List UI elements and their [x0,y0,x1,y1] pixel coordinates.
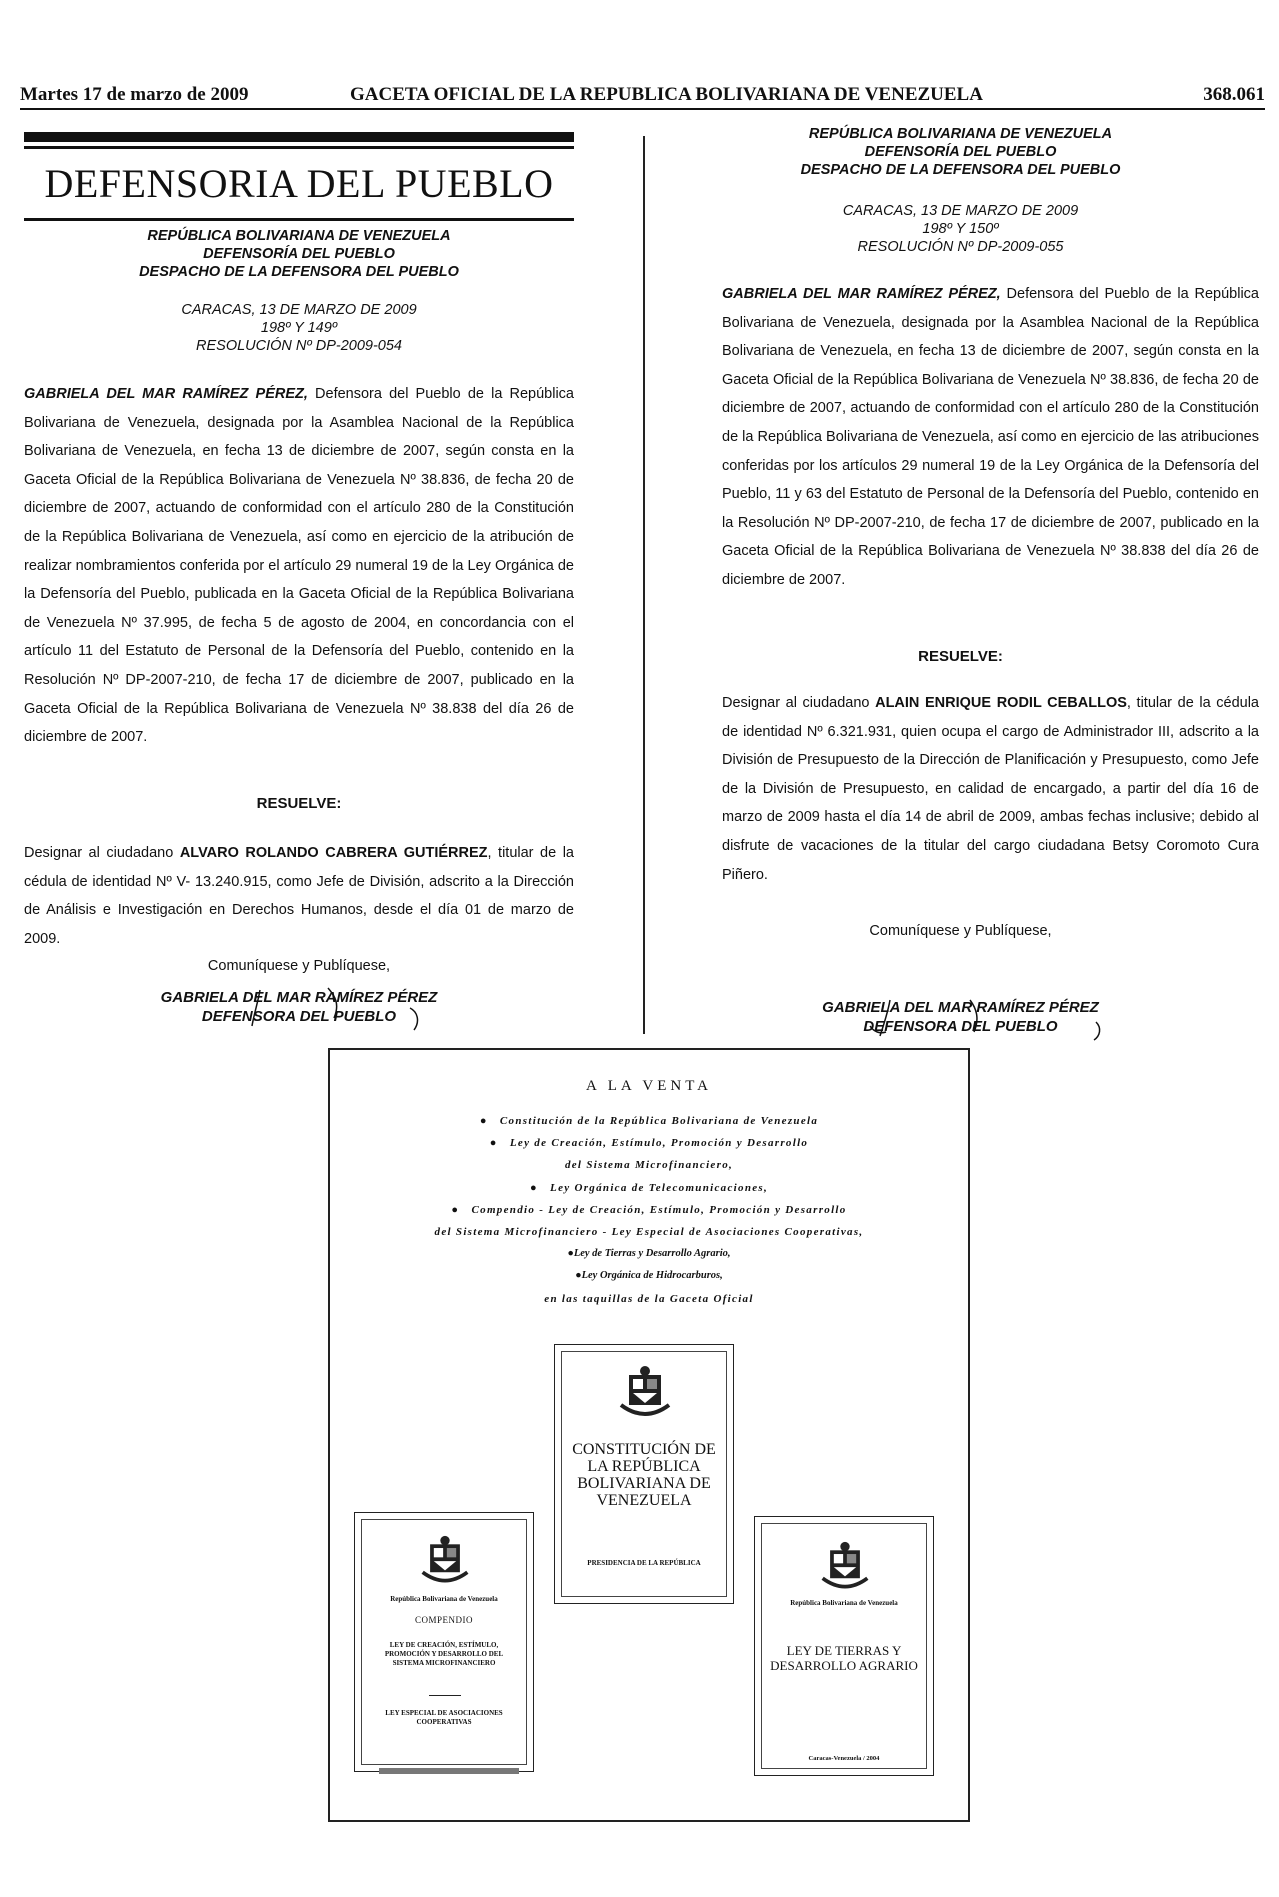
signatory-name: GABRIELA DEL MAR RAMÍREZ PÉREZ, [722,286,1001,302]
list-item: ●Ley de Tierras y Desarrollo Agrario, [567,1248,731,1260]
date-line: 198º Y 150º [922,221,999,237]
decree-intro: Designar al ciudadano [722,695,876,711]
coat-of-arms-icon [817,1541,873,1595]
right-resolution-date [662,202,1259,256]
right-handwritten-signature [850,992,1130,1042]
heading-line: DEFENSORÍA DEL PUEBLO [864,144,1057,160]
body-text: Defensora del Pueblo de la República Bolivariana de Venezuela, designada por la Asamblea Nacional de la República Bolivariana de Venezuela, en fecha 13 de diciembre de 2007, según consta en la Gaceta Oficial de la República Bolivariana de Venezuela Nº 38.836, de fecha 20 de diciembre de 2007, actuando de conformidad con el artículo 280 de la Constitución de la República Bolivariana de Venezuela, así como en ejercicio de la atribución de realizar nombramientos conferida por el artículo 29 numeral 19 de la Ley Orgánica de la Defensoría del Pueblo, publicada en la Gaceta Oficial de la República Bolivariana de Venezuela Nº 37.995, de fecha 5 de agosto de 2004, en concordancia con el artículo 11 del Estatuto de Personal de la Defensoría del Pueblo, contenido en la Resolución Nº DP-2007-210, de fecha 17 de diciembre de 2007, publicado en la Gaceta Oficial de la República Bolivariana de Venezuela Nº 38.838 del día 26 de diciembre de 2007. [24,386,574,746]
right-closing: Comuníquese y Publíquese, [869,923,1052,939]
date-line: 198º Y 149º [260,320,338,336]
bullet-icon: ● [575,1270,582,1282]
book-footer: Caracas-Venezuela / 2004 [808,1755,880,1762]
date-line: CARACAS, 13 DE MARZO DE 2009 [842,203,1079,219]
resolution-number: RESOLUCIÓN Nº DP-2009-054 [196,338,402,354]
right-resuelve: RESUELVE: [918,648,1003,665]
book-title: CONSTITUCIÓN DE LA REPÚBLICA BOLIVARIANA DE VENEZUELA [572,1441,716,1509]
heading-line: DEFENSORÍA DEL PUEBLO [203,246,395,262]
book-top-line: República Bolivariana de Venezuela [790,1599,898,1607]
heading-line: DESPACHO DE LA DEFENSORA DEL PUEBLO [139,264,459,280]
book-shadow [379,1768,519,1774]
book-law-2: LEY ESPECIAL DE ASOCIACIONES COOPERATIVAS [385,1709,503,1726]
decree-text: , titular de la cédula de identidad Nº 6.321.931, quien ocupa el cargo de Administrador III, adscrito a la División de Presupuesto de la Dirección de Planificación y Presupuesto, como Jefe de la División de Presupuesto, en calidad de encargado, a partir del día 16 de marzo de 2009 hasta el día 14 de abril de 2009, ambas fechas inclusive; debido al disfrute de vacaciones de la titular del cargo ciudadana Betsy Coromoto Cura Piñero. [722,695,1259,883]
left-closing: Comuníquese y Publíquese, [207,958,391,974]
coat-of-arms-icon [615,1365,675,1423]
heading-line: REPÚBLICA BOLIVARIANA DE VENEZUELA [147,228,451,244]
left-resolution-body [24,380,574,752]
book-cover-compendio [354,1512,534,1772]
list-item: del Sistema Microfinanciero - Ley Especial de Asociaciones Cooperativas, [434,1226,864,1239]
gazette-header [20,84,1265,108]
signature-title: DEFENSORA DEL PUEBLO [863,1018,1058,1035]
heading-line: DESPACHO DE LA DEFENSORA DEL PUEBLO [800,162,1121,178]
appointee-name: ALAIN ENRIQUE RODIL CEBALLOS [875,695,1127,711]
book-law-1: LEY DE CREACIÓN, ESTÍMULO, PROMOCIÓN Y DESARROLLO DEL SISTEMA MICROFINANCIERO [384,1641,504,1667]
book-divider [429,1695,461,1696]
section-thin-rule [24,146,574,149]
left-handwritten-signature [200,982,460,1032]
bullet-icon: ● [529,1181,538,1194]
list-item: ● Compendio - Ley de Creación, Estímulo, Promoción y Desarrollo [451,1203,847,1216]
header-date: Martes 17 de marzo de 2009 [20,84,249,105]
book-title: LEY DE TIERRAS Y DESARROLLO AGRARIO [770,1643,918,1673]
book-cover-constitucion [554,1344,734,1604]
header-rule [20,108,1265,110]
bullet-icon: ● [489,1137,498,1150]
list-item: del Sistema Microfinanciero, [564,1159,734,1172]
signature-title: DEFENSORA DEL PUEBLO [201,1008,397,1025]
left-resolution-heading [24,227,574,281]
list-item: en las taquillas de la Gaceta Oficial [544,1292,754,1305]
resolution-number: RESOLUCIÓN Nº DP-2009-055 [857,239,1064,255]
body-text: Defensora del Pueblo de la República Bolivariana de Venezuela, designada por la Asamblea Nacional de la República Bolivariana de Venezuela, en fecha 13 de diciembre de 2007, según consta en la Gaceta Oficial de la República Bolivariana de Venezuela Nº 38.836, de fecha 20 de diciembre de 2007, actuando de conformidad con el artículo 280 de la Constitución de la República Bolivariana de Venezuela, así como en ejercicio de las atribuciones conferidas por los artículos 29 numeral 19 de la Ley Orgánica de la Defensoría del Pueblo, 11 y 63 del Estatuto de Personal de la Defensoría del Pueblo, contenido en la Resolución Nº DP-2007-210, de fecha 17 de diciembre de 2007, publicado en la Gaceta Oficial de la República Bolivariana de Venezuela Nº 38.838 del día 26 de diciembre de 2007. [722,286,1259,588]
appointee-name: ALVARO ROLANDO CABRERA GUTIÉRREZ [179,845,488,861]
section-title-rule [24,218,574,221]
book-cover-tierras [754,1516,934,1776]
date-line: CARACAS, 13 DE MARZO DE 2009 [181,302,417,318]
left-resolution-date [24,301,574,355]
header-page-number: 368.061 [1203,84,1265,105]
for-sale-list [340,1110,958,1310]
signatory-name: GABRIELA DEL MAR RAMÍREZ PÉREZ, [24,386,308,402]
for-sale-title: A LA VENTA [585,1078,713,1094]
section-title: DEFENSORIA DEL PUEBLO [44,161,554,206]
book-top-line: República Bolivariana de Venezuela [390,1595,498,1603]
section-thick-rule [24,132,574,142]
signature-name: GABRIELA DEL MAR RAMÍREZ PÉREZ [822,999,1099,1016]
list-item: ● Ley Orgánica de Telecomunicaciones, [529,1181,769,1194]
heading-line: REPÚBLICA BOLIVARIANA DE VENEZUELA [808,126,1113,142]
book-footer: PRESIDENCIA DE LA REPÚBLICA [587,1559,701,1567]
left-resuelve: RESUELVE: [256,795,342,812]
list-item: ●Ley Orgánica de Hidrocarburos, [575,1270,723,1282]
bullet-icon: ● [479,1115,488,1127]
right-resolution-heading [662,125,1259,179]
header-gazette-title: GACETA OFICIAL DE LA REPUBLICA BOLIVARIANA DE VENEZUELA [350,84,983,105]
book-label: COMPENDIO [414,1615,473,1625]
list-item: ● Constitución de la República Bolivariana de Venezuela [479,1115,819,1127]
bullet-icon: ● [567,1248,574,1260]
decree-intro: Designar al ciudadano [24,845,180,861]
right-resolution-body [722,280,1259,595]
left-resolution-decree [24,839,574,953]
bullet-icon: ● [451,1203,460,1216]
column-divider [643,136,645,1034]
coat-of-arms-icon [417,1535,473,1589]
right-resolution-decree [722,689,1259,889]
decree-text: , titular de la cédula de identidad Nº V- 13.240.915, como Jefe de División, adscrito a la Dirección de Análisis e Investigación en Derechos Humanos, desde el día 01 de marzo de 2009. [24,845,574,947]
list-item: ● Ley de Creación, Estímulo, Promoción y Desarrollo [489,1137,809,1150]
signature-name: GABRIELA DEL MAR RAMÍREZ PÉREZ [160,989,438,1006]
